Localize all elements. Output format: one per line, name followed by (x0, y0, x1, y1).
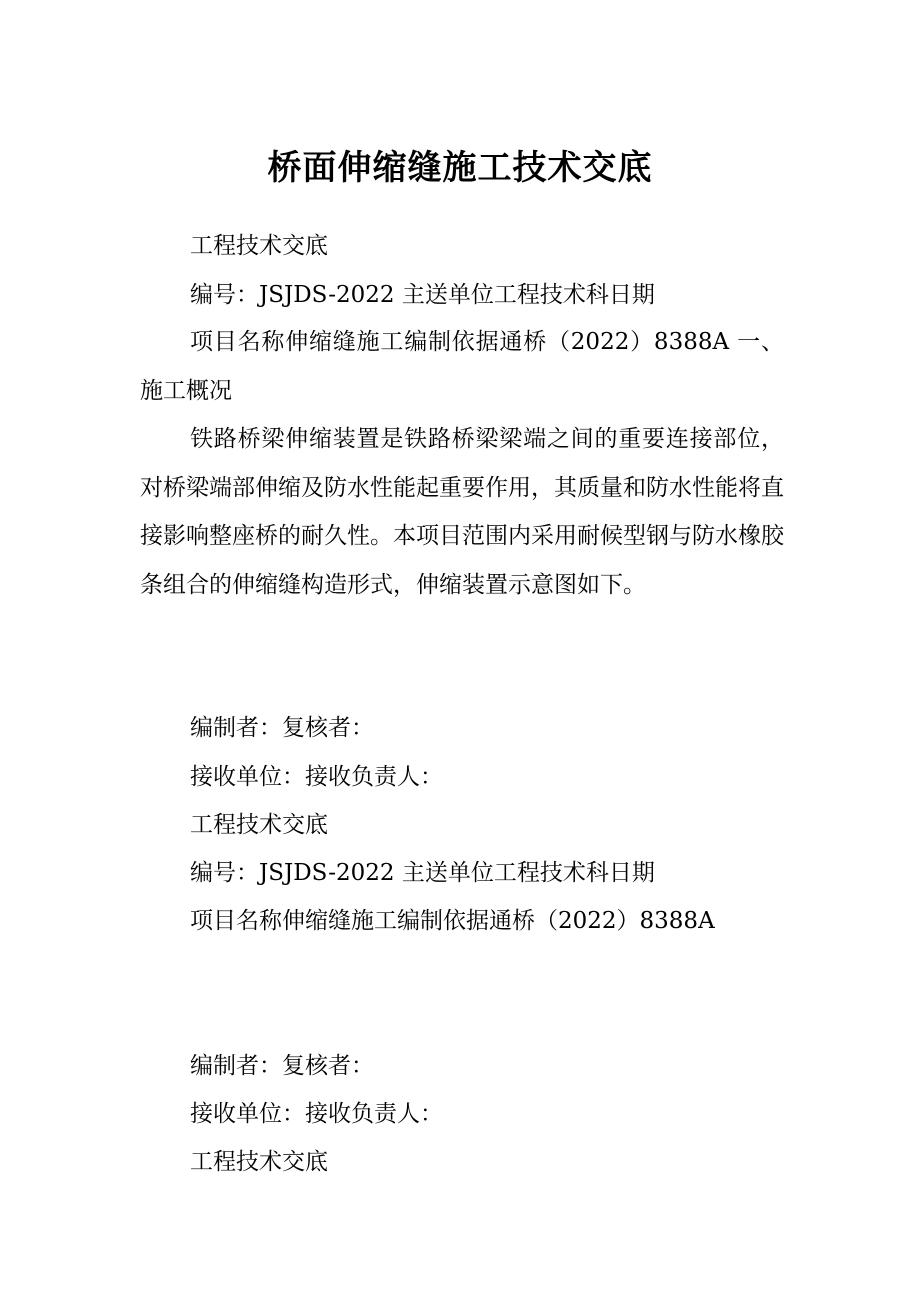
block3-header: 工程技术交底 (190, 1149, 328, 1175)
block2-editor-line: 编制者：复核者： (190, 1053, 374, 1079)
block2-header: 工程技术交底 (190, 812, 328, 838)
document-title: 桥面伸缩缝施工技术交底 (267, 148, 653, 188)
block1-project-line: 项目名称伸缩缝施工编制依据通桥（2022）8388A 一、施工概况 (140, 329, 784, 404)
block2-number-line: 编号：JSJDS-2022 主送单位工程技术科日期 (190, 860, 655, 886)
block1-number-line: 编号：JSJDS-2022 主送单位工程技术科日期 (190, 282, 655, 308)
block2-project-line: 项目名称伸缩缝施工编制依据通桥（2022）8388A (190, 908, 715, 934)
block2-receiver-line: 接收单位：接收负责人： (190, 1101, 443, 1127)
block1-header: 工程技术交底 (190, 233, 328, 259)
block1-editor-line: 编制者：复核者： (190, 715, 374, 741)
block1-overview-paragraph: 铁路桥梁伸缩装置是铁路桥梁梁端之间的重要连接部位，对桥梁端部伸缩及防水性能起重要作用，其质量和防水性能将直接影响整座桥的耐久性。本项目范围内采用耐候型钢与防水橡胶条组合的伸缩缝构造形式，伸缩装置示意图如下。 (140, 426, 784, 598)
block1-receiver-line: 接收单位：接收负责人： (190, 764, 443, 790)
